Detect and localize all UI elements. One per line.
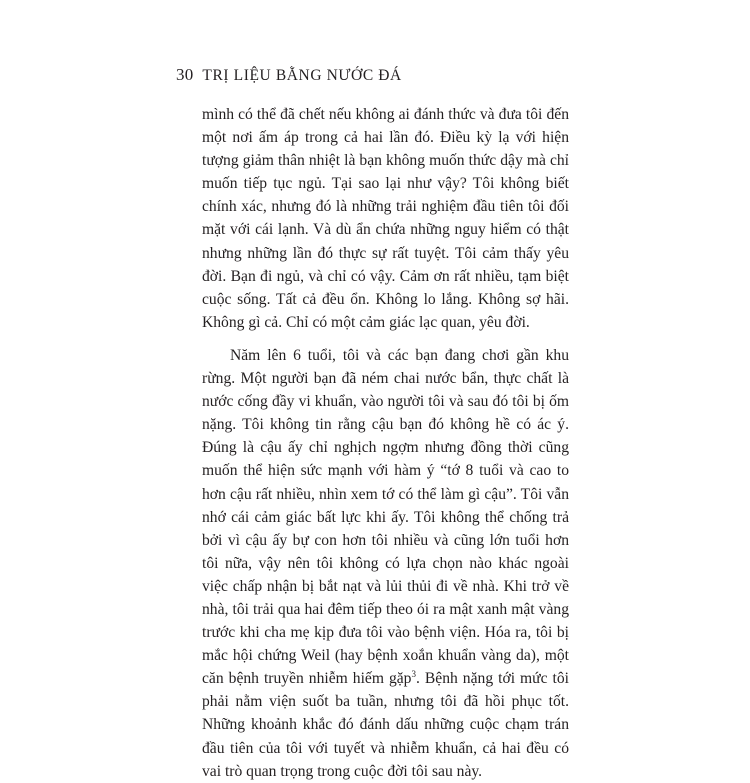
page-number: 30 [176,65,194,84]
paragraph: mình có thể đã chết nếu không ai đánh thức và đưa tôi đến một nơi ấm áp trong cả hai lần đó. Điều kỳ lạ với hiện tượng giảm thân nhiệt là bạn không muốn thức dậy mà chỉ muốn tiếp tục ngủ. Tại sao lại như vậy? Tôi không biết chính xác, nhưng đó là những trải nghiệm đầu tiên tôi đối mặt với cái lạnh. Và dù ẩn chứa những nguy hiểm có thật nhưng những lần đó thực sự rất tuyệt. Tôi cảm thấy yêu đời. Bạn đi ngủ, và chỉ có vậy. Cảm ơn rất nhiều, tạm biệt cuộc sống. Tất cả đều ổn. Không lo lắng. Không sợ hãi. Không gì cả. Chỉ có một cảm giác lạc quan, yêu đời. [202,106,569,331]
running-title: TRỊ LIỆU BẰNG NƯỚC ĐÁ [202,67,402,84]
paragraph-text: . Bệnh nặng tới mức tôi phải nằm viện suốt ba tuần, nhưng tôi đã hồi phục tốt. Những khoảnh khắc đó đánh dấu những cuộc chạm trán đầu tiên của tôi với tuyết và nhiễm khuẩn, cả hai đều có vai trò quan trọng trong cuộc đời tôi sau này. [202,670,570,780]
footnote-marker: 3 [411,669,416,680]
running-header [176,64,402,87]
paragraph [202,344,569,783]
paragraph-text: Năm lên 6 tuổi, tôi và các bạn đang chơi gần khu rừng. Một người bạn đã ném chai nước bẩn, thực chất là nước cống đầy vi khuẩn, vào người tôi và sau đó tôi bị ốm nặng. Tôi không tin rằng cậu bạn đó không hề có ác ý. Đúng là cậu ấy chỉ nghịch ngợm nhưng đồng thời cũng muốn thể hiện sức mạnh với hàm ý “tớ 8 tuổi và cao to hơn cậu rất nhiều, nhìn xem tớ có thể làm gì cậu”. Tôi vẫn nhớ cái cảm giác bất lực khi ấy. Tôi không thể chống trả bởi vì cậu ấy bự con hơn tôi nhiều và cũng lớn tuổi hơn tôi nữa, vậy nên tôi không có lựa chọn nào khác ngoài việc chấp nhận bị bắt nạt và lủi thủi đi về nhà. Khi trở về nhà, tôi trải qua hai đêm tiếp theo ói ra mật xanh mật vàng trước khi cha mẹ kịp đưa tôi vào bệnh viện. Hóa ra, tôi bị mắc hội chứng Weil (hay bệnh xoắn khuẩn vàng da), một căn bệnh truyền nhiễm hiếm gặp [202,346,569,688]
body-text [202,103,569,783]
